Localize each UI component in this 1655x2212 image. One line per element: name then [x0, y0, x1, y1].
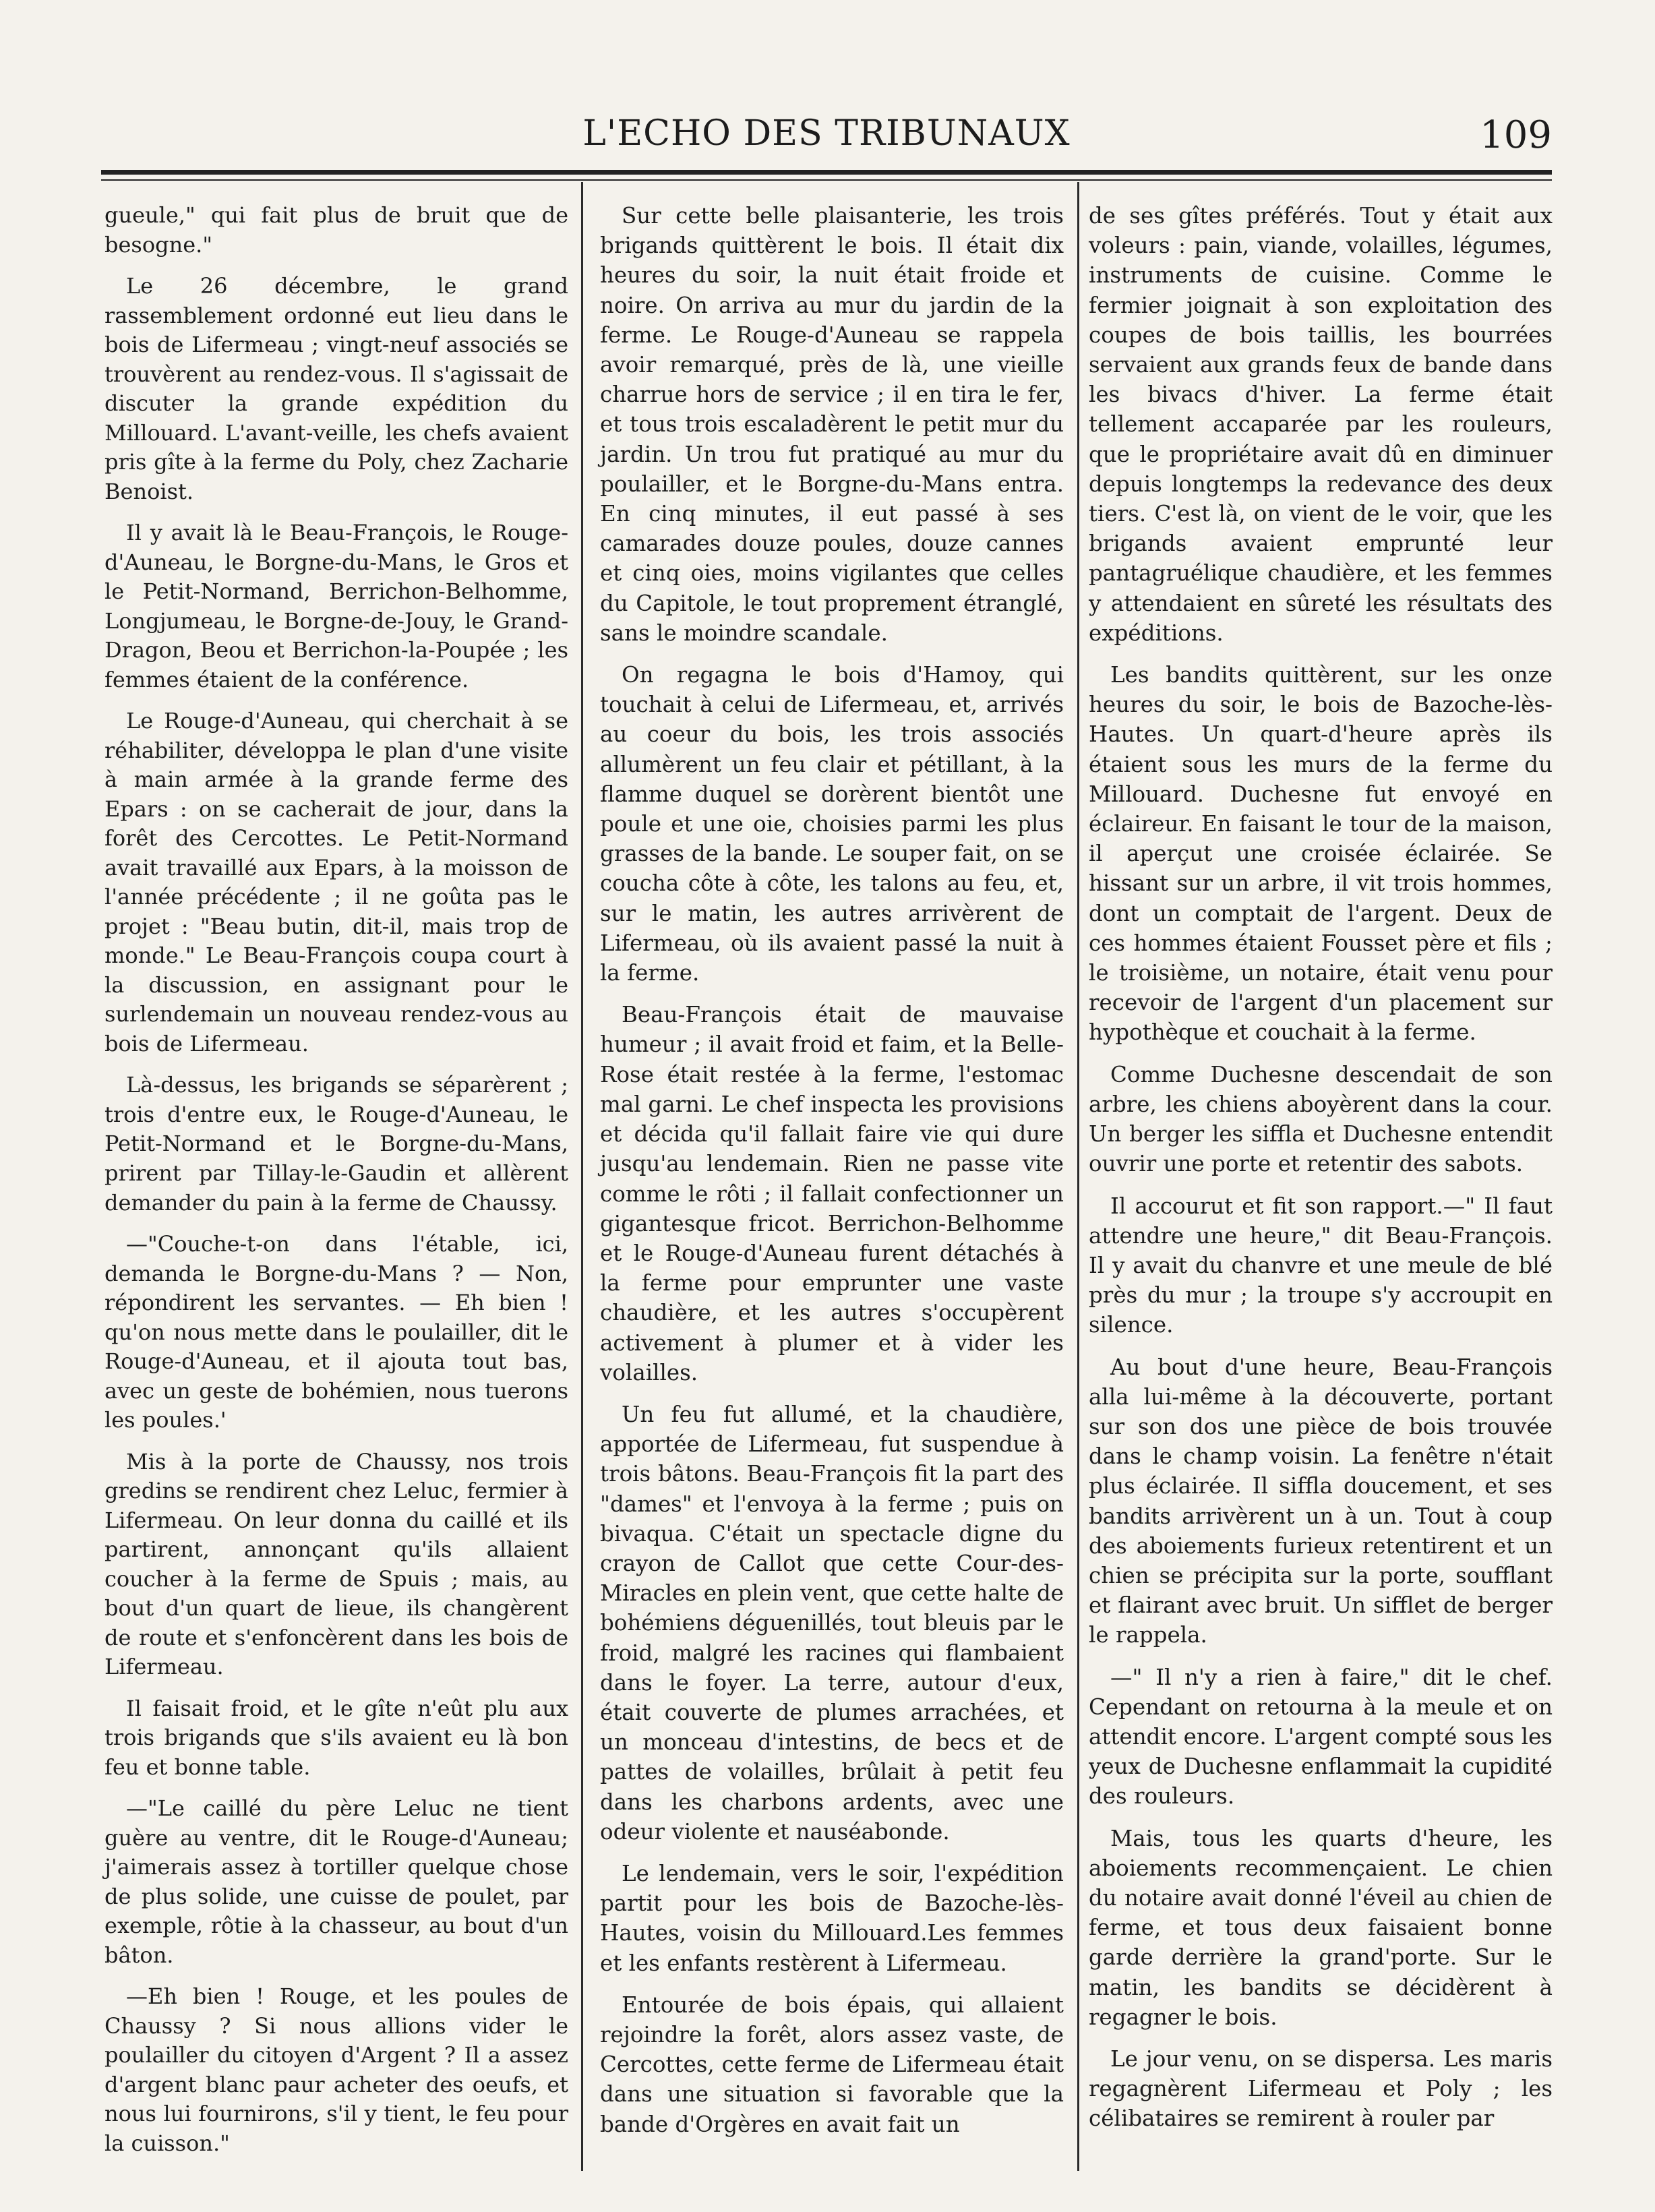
text-column-2	[600, 201, 1064, 2151]
column-divider-2	[1077, 182, 1079, 2171]
paragraph: Au bout d'une heure, Beau-François alla lui-même à la découverte, portant sur son dos une pièce de bois trouvée dans le champ voisin. La fenêtre n'était plus éclairée. Il siffla doucement, et ses bandits arrivèrent un à un. Tout à coup des aboiements furieux retentirent et un chien se précipita sur la porte, soufflant et flairant avec bruit. Un sifflet de berger le rappela.	[1089, 1354, 1553, 1648]
text-column-3	[1089, 201, 1553, 2146]
paragraph: Entourée de bois épais, qui allaient rejoindre la forêt, alors assez vaste, de Cercottes, cette ferme de Lifermeau était dans une situation si favorable que la bande d'Orgères en avait fait un	[600, 1992, 1064, 2137]
paragraph: Sur cette belle plaisanterie, les trois brigands quittèrent le bois. Il était dix heures du soir, la nuit était froide et noire. On arriva au mur du jardin de la ferme. Le Rouge-d'Auneau se rappela avoir remarqué, près de là, une vieille charrue hors de service ; il en tira le fer, et tous trois escaladèrent le petit mur du jardin. Un trou fut pratiqué au mur du poulailler, et le Borgne-du-Mans entra. En cinq minutes, il eut passé à ses camarades douze poules, douze cannes et cinq oies, moins vigilantes que celles du Capitole, le tout proprement étranglé, sans le moindre scandale.	[600, 203, 1064, 646]
header-rule-thick	[101, 170, 1552, 175]
paragraph: Les bandits quittèrent, sur les onze heures du soir, le bois de Bazoche-lès-Hautes. Un quart-d'heure après ils étaient sous les murs de la ferme du Millouard. Duchesne fut envoyé en éclaireur. En faisant le tour de la maison, il aperçut une croisée éclairée. Se hissant sur un arbre, il vit trois hommes, dont un comptait de l'argent. Deux de ces hommes étaient Fousset père et fils ; le troisième, un notaire, était venu pour recevoir de l'argent d'un placement sur hypothèque et couchait à la ferme.	[1089, 662, 1553, 1046]
paragraph: Là-dessus, les brigands se séparèrent ; trois d'entre eux, le Rouge-d'Auneau, le Petit-Normand et le Borgne-du-Mans, prirent par Tillay-le-Gaudin et allèrent demander du pain à la ferme de Chaussy.	[104, 1072, 568, 1216]
text-column-1	[104, 201, 568, 2170]
paragraph: gueule," qui fait plus de bruit que de besogne."	[104, 202, 568, 258]
paragraph: de ses gîtes préférés. Tout y était aux voleurs : pain, viande, volailles, légumes, instruments de cuisine. Comme le fermier joignait à son exploitation des coupes de bois taillis, les bourrées servaient aux grands feux de bande dans les bivacs d'hiver. La ferme était tellement accaparée par les rouleurs, que le propriétaire avait dû en diminuer depuis longtemps la redevance des deux tiers. C'est là, on vient de le voir, que les brigands avaient emprunté leur pantagruélique chaudière, et les femmes y attendaient en sûreté les résultats des expéditions.	[1089, 203, 1553, 646]
paragraph: Le lendemain, vers le soir, l'expédition partit pour les bois de Bazoche-lès-Hautes, voisin du Millouard.Les femmes et les enfants restèrent à Lifermeau.	[600, 1860, 1064, 1976]
running-header	[101, 113, 1552, 160]
journal-title: L'ECHO DES TRIBUNAUX	[582, 113, 1071, 154]
paragraph: On regagna le bois d'Hamoy, qui touchait à celui de Lifermeau, et, arrivés au coeur du bois, les trois associés allumèrent un feu clair et pétillant, à la flamme duquel se dorèrent bientôt une poule et une oie, choisies parmi les plus grasses de la bande. Le souper fait, on se coucha côte à côte, les talons au feu, et, sur le matin, les autres arrivèrent de Lifermeau, où ils avaient passé la nuit à la ferme.	[600, 662, 1064, 986]
paragraph: Le Rouge-d'Auneau, qui cherchait à se réhabiliter, développa le plan d'une visite à main armée à la grande ferme des Epars : on se cacherait de jour, dans la forêt des Cercottes. Le Petit-Normand avait travaillé aux Epars, à la moisson de l'année précédente ; il ne goûta pas le projet : "Beau butin, dit-il, mais trop de monde." Le Beau-François coupa court à la discussion, en assignant pour le surlendemain un nouveau rendez-vous au bois de Lifermeau.	[104, 708, 568, 1056]
paragraph: Le jour venu, on se dispersa. Les maris regagnèrent Lifermeau et Poly ; les célibataires se remirent à rouler par	[1089, 2045, 1553, 2132]
paragraph: Le 26 décembre, le grand rassemblement ordonné eut lieu dans le bois de Lifermeau ; vingt-neuf associés se trouvèrent au rendez-vous. Il s'agissait de discuter la grande expédition du Millouard. L'avant-veille, les chefs avaient pris gîte à la ferme du Poly, chez Zacharie Benoist.	[104, 273, 568, 504]
header-rule-thin	[101, 179, 1552, 181]
paragraph: Mais, tous les quarts d'heure, les aboiements recommençaient. Le chien du notaire avait donné l'éveil au chien de ferme, et tous deux faisaient bonne garde derrière la grand'porte. Sur le matin, les bandits se décidèrent à regagner le bois.	[1089, 1825, 1553, 2030]
page-number: 109	[1480, 113, 1552, 157]
paragraph: Mis à la porte de Chaussy, nos trois gredins se rendirent chez Leluc, fermier à Lifermeau. On leur donna du caillé et ils partirent, annonçant qu'ils allaient coucher à la ferme de Spuis ; mais, au bout d'un quart de lieue, ils changèrent de route et s'enfoncèrent dans les bois de Lifermeau.	[104, 1448, 568, 1680]
paragraph: Beau-François était de mauvaise humeur ; il avait froid et faim, et la Belle-Rose était restée à la ferme, l'estomac mal garni. Le chef inspecta les provisions et décida qu'il fallait faire vie qui dure jusqu'au lendemain. Rien ne passe vite comme le rôti ; il fallait confectionner un gigantesque fricot. Berrichon-Belhomme et le Rouge-d'Auneau furent détachés à la ferme pour emprunter une vaste chaudière, et les autres s'occupèrent activement à plumer et à vider les volailles.	[600, 1002, 1064, 1385]
paragraph: —" Il n'y a rien à faire," dit le chef. Cependant on retourna à la meule et on attendit encore. L'argent compté sous les yeux de Duchesne enflammait la cupidité des rouleurs.	[1089, 1664, 1553, 1810]
paragraph: Comme Duchesne descendait de son arbre, les chiens aboyèrent dans la cour. Un berger les siffla et Duchesne entendit ouvrir une porte et retentir des sabots.	[1089, 1061, 1553, 1177]
paragraph: Il accourut et fit son rapport.—" Il faut attendre une heure," dit Beau-François. Il y avait du chanvre et une meule de blé près du mur ; la troupe s'y accroupit en silence.	[1089, 1193, 1553, 1338]
paragraph: —Eh bien ! Rouge, et les poules de Chaussy ? Si nous allions vider le poulailler du citoyen d'Argent ? Il a assez d'argent blanc paur acheter des oeufs, et nous lui fournirons, s'il y tient, le feu pour la cuisson."	[104, 1983, 568, 2156]
paragraph: —"Couche-t-on dans l'étable, ici, demanda le Borgne-du-Mans ? — Non, répondirent les servantes. — Eh bien ! qu'on nous mette dans le poulailler, dit le Rouge-d'Auneau, et il ajouta tout bas, avec un geste de bohémien, nous tuerons les poules.'	[104, 1231, 568, 1433]
paragraph: —"Le caillé du père Leluc ne tient guère au ventre, dit le Rouge-d'Auneau; j'aimerais assez à tortiller quelque chose de plus solide, une cuisse de poulet, par exemple, rôtie à la chasseur, au bout d'un bâton.	[104, 1795, 568, 1968]
paragraph: Il y avait là le Beau-François, le Rouge-d'Auneau, le Borgne-du-Mans, le Gros et le Petit-Normand, Berrichon-Belhomme, Longjumeau, le Borgne-de-Jouy, le Grand-Dragon, Beou et Berrichon-la-Poupée ; les femmes étaient de la conférence.	[104, 520, 568, 692]
column-divider-1	[581, 182, 583, 2171]
paragraph: Un feu fut allumé, et la chaudière, apportée de Lifermeau, fut suspendue à trois bâtons. Beau-François fit la part des "dames" et l'envoya à la ferme ; puis on bivaqua. C'était un spectacle digne du crayon de Callot que cette Cour-des-Miracles en plein vent, que cette halte de bohémiens déguenillés, tout bleuis par le froid, malgré les racines qui flambaient dans le foyer. La terre, autour d'eux, était couverte de plumes arrachées, et un monceau d'intestins, de becs et de pattes de volailles, brûlait à petit feu dans les charbons ardents, avec une odeur violente et nauséabonde.	[600, 1401, 1064, 1845]
paragraph: Il faisait froid, et le gîte n'eût plu aux trois brigands que s'ils avaient eu là bon feu et bonne table.	[104, 1695, 568, 1780]
